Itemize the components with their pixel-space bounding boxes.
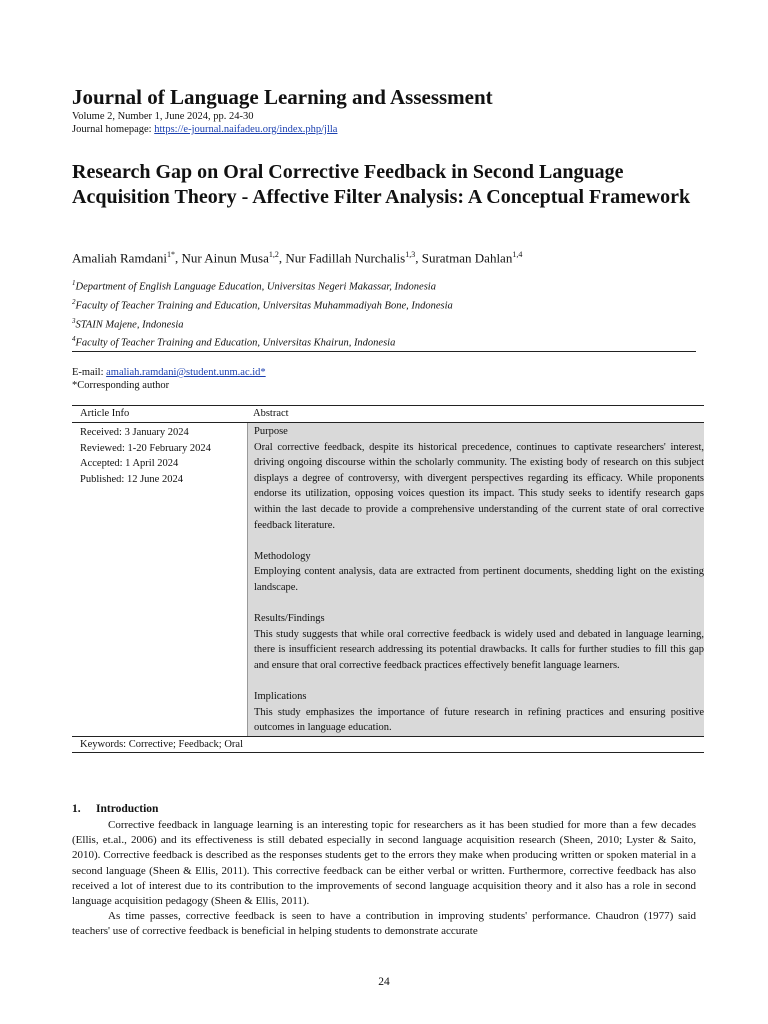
- author-list: Amaliah Ramdani$^{1*}$, Nur Ainun Musa$^{1,2}$, Nur Fadillah Nurchalis$^{1,3}$, Suratman Dahlan$^{1,4}$: [72, 250, 523, 266]
- journal-homepage: [72, 123, 337, 136]
- abstract-implications: [254, 689, 704, 736]
- keywords-row: Keywords: Corrective; Feedback; Oral: [72, 736, 704, 752]
- body-paragraph: Corrective feedback in language learning is an interesting topic for researchers as it has been studied for more than a few decades (Ellis, et.al., 2006) and its effectiveness is still debated especially in second language acquisition research (Sheen, 2010; Lyster & Saito, 2010). Corrective feedback is described as the responses students get to the errors they make when producing written or spoken material in a second language (Sheen & Ellis, 2011). This corrective feedback can be either verbal or written. Furthermore, corrective feedback has also received a lot of interest due to its contribution to the improvements of second language acquisition theory and it also has a role in second language acquisition pedagogy (Sheen & Ellis, 2011).: [72, 819, 696, 908]
- article-info-header: [72, 406, 704, 423]
- article-info-heading: Article Info: [80, 408, 130, 419]
- author-affiliation-mark: 1,4: [512, 250, 523, 259]
- author-affiliation-mark: 1,2: [268, 250, 279, 259]
- reviewed-date: Reviewed: 1-20 February 2024: [80, 442, 211, 454]
- author-name: Nur Fadillah Nurchalis: [285, 250, 406, 266]
- page-number: 24: [378, 976, 390, 988]
- homepage-link[interactable]: https://e-journal.naifadeu.org/index.php/jlla: [154, 124, 338, 135]
- author-affiliation-mark: 1*: [166, 250, 175, 259]
- homepage-label: Journal homepage:: [72, 124, 155, 135]
- section-number: 1.: [72, 803, 81, 815]
- section-title: Introduction: [96, 803, 159, 815]
- header-divider: [72, 351, 696, 352]
- article-info-body: [72, 423, 704, 736]
- affiliation-item: $^4$Faculty of Teacher Training and Education, Universitas Khairun, Indonesia: [72, 335, 396, 349]
- abstract-results: [254, 611, 704, 673]
- author-name: Nur Ainun Musa: [181, 250, 269, 266]
- journal-volume: Volume 2, Number 1, June 2024, pp. 24-30: [72, 111, 254, 122]
- abstract-heading: Abstract: [253, 408, 289, 419]
- author-name: Amaliah Ramdani: [72, 250, 167, 266]
- corresponding-note: *Corresponding author: [72, 380, 170, 391]
- abstract-section-heading: Methodology: [254, 550, 311, 562]
- abstract-section-text: This study suggests that while oral corrective feedback is widely used and debated in language learning, there is insufficient research addressing its potential drawbacks. It calls for further studies to fill this gap and ensure that oral corrective feedback practices effectively benefit language learners.: [254, 628, 704, 671]
- affiliation-list: [72, 276, 453, 351]
- author-name: Suratman Dahlan: [421, 250, 513, 266]
- affiliation-item: $^2$Faculty of Teacher Training and Education, Universitas Muhammadiyah Bone, Indonesia: [72, 297, 453, 312]
- abstract-methodology: [254, 549, 704, 596]
- abstract-purpose: [254, 424, 704, 533]
- abstract-section-heading: Implications: [254, 691, 307, 703]
- section-heading-introduction: [72, 803, 158, 815]
- abstract-section-heading: Purpose: [254, 426, 288, 437]
- journal-meta: [72, 110, 337, 136]
- article-dates: [72, 423, 247, 736]
- abstract-section-text: Oral corrective feedback, despite its historical precedence, continues to captivate researchers' interest, driving ongoing discourse within the scholarly community. The existing body of research on this subject displays a degree of controversy, with divergent perspectives regarding its efficacy. While proponents endorse its utilization, opposing voices question its impact. This study seeks to identify research gaps within the last decade to provide a comprehensive understanding of the current state of oral corrective feedback literature.: [254, 441, 704, 531]
- article-info-table: [72, 405, 704, 753]
- journal-title: Journal of Language Learning and Assessment: [72, 85, 493, 109]
- author-affiliation-mark: 1,3: [405, 250, 416, 259]
- email-line: E-mail: amaliah.ramdani@student.unm.ac.id*: [72, 367, 266, 378]
- abstract-section-heading: Results/Findings: [254, 613, 325, 625]
- abstract-box: [247, 423, 704, 736]
- published-date: Published: 12 June 2024: [80, 473, 183, 485]
- received-date: Received: 3 January 2024: [80, 427, 189, 438]
- body-paragraph: As time passes, corrective feedback is seen to have a contribution in improving students' performance. Chaudron (1977) said teachers' use of corrective feedback is beneficial in helping students to demonstrate accurate: [72, 910, 696, 938]
- introduction-body: [72, 818, 696, 940]
- abstract-section-text: This study emphasizes the importance of future research in refining practices and ensuring positive outcomes in language education.: [254, 706, 704, 734]
- contact-block: [72, 366, 266, 392]
- affiliation-item: $^3$STAIN Majene, Indonesia: [72, 316, 184, 331]
- email-link[interactable]: amaliah.ramdani@student.unm.ac.id*: [106, 367, 266, 378]
- affiliation-item: $^1$Department of English Language Education, Universitas Negeri Makassar, Indonesia: [72, 279, 436, 293]
- accepted-date: Accepted: 1 April 2024: [80, 458, 179, 470]
- paper-title: Research Gap on Oral Corrective Feedback in Second Language Acquisition Theory - Affective Filter Analysis: A Conceptual Framework: [72, 161, 691, 208]
- abstract-section-text: Employing content analysis, data are extracted from pertinent documents, shedding light on the existing landscape.: [254, 566, 704, 593]
